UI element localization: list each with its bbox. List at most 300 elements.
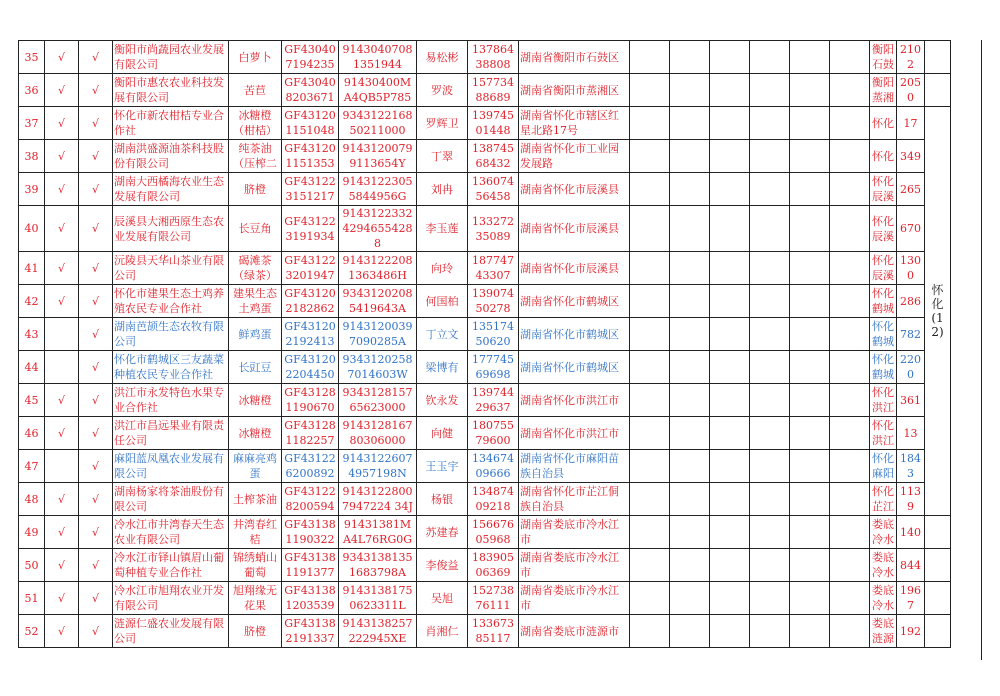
empty-cell — [790, 285, 830, 318]
cert-number-cell: GF431223201947 — [282, 252, 339, 285]
table-row — [19, 206, 951, 252]
empty-cell — [830, 582, 870, 615]
empty-cell — [830, 74, 870, 107]
empty-cell — [750, 140, 790, 173]
quantity-cell: 670 — [897, 206, 925, 252]
table-row — [19, 252, 951, 285]
empty-cell — [670, 206, 710, 252]
company-name-cell: 怀化市新农柑桔专业合作社 — [113, 107, 229, 140]
empty-cell — [710, 107, 750, 140]
cert-number-cell: GF431281182257 — [282, 417, 339, 450]
empty-cell — [710, 615, 750, 648]
company-name-cell: 洪江市永发特色水果专业合作社 — [113, 384, 229, 417]
product-name-cell: 冰糖橙（柑桔） — [229, 107, 282, 140]
check-mark-cell: √ — [45, 107, 79, 140]
credit-code-cell: 91431223055844956G — [339, 173, 417, 206]
check-mark-cell: √ — [79, 450, 113, 483]
empty-cell — [830, 615, 870, 648]
quantity-cell: 1843 — [897, 450, 925, 483]
area-cell: 怀化 — [870, 107, 897, 140]
product-name-cell: 井湾春红桔 — [229, 516, 282, 549]
empty-cell — [670, 549, 710, 582]
empty-cell — [630, 615, 670, 648]
row-number-cell: 39 — [19, 173, 45, 206]
phone-cell: 13327235089 — [468, 206, 519, 252]
area-cell: 怀化辰溪 — [870, 252, 897, 285]
empty-cell — [830, 206, 870, 252]
empty-cell — [630, 285, 670, 318]
empty-cell — [750, 582, 790, 615]
area-cell: 怀化辰溪 — [870, 206, 897, 252]
empty-cell — [790, 549, 830, 582]
empty-cell — [630, 140, 670, 173]
empty-cell — [790, 173, 830, 206]
empty-cell — [830, 107, 870, 140]
product-name-cell: 麻麻亮鸡蛋 — [229, 450, 282, 483]
empty-cell — [750, 41, 790, 74]
empty-cell — [710, 384, 750, 417]
table-row — [19, 483, 951, 516]
empty-cell — [750, 549, 790, 582]
empty-cell — [790, 483, 830, 516]
empty-cell — [710, 74, 750, 107]
empty-cell — [750, 74, 790, 107]
empty-cell — [790, 41, 830, 74]
empty-cell — [790, 516, 830, 549]
address-cell: 湖南省怀化市麻阳苗族自治县 — [519, 450, 630, 483]
check-mark-cell: √ — [79, 417, 113, 450]
cert-number-cell: GF431382191337 — [282, 615, 339, 648]
row-number-cell: 41 — [19, 252, 45, 285]
credit-code-cell: 91431200397090285A — [339, 318, 417, 351]
check-mark-cell: √ — [45, 285, 79, 318]
quantity-cell: 361 — [897, 384, 925, 417]
empty-cell — [670, 140, 710, 173]
empty-cell — [925, 41, 951, 74]
empty-cell — [750, 417, 790, 450]
product-name-cell: 白萝卜 — [229, 41, 282, 74]
area-cell: 怀化 — [870, 140, 897, 173]
empty-cell — [670, 417, 710, 450]
table-row — [19, 107, 951, 140]
row-number-cell: 48 — [19, 483, 45, 516]
area-cell: 衡阳石鼓 — [870, 41, 897, 74]
certification-table — [18, 40, 951, 648]
product-name-cell: 土榨茶油 — [229, 483, 282, 516]
company-name-cell: 沅陵县天华山茶业有限公司 — [113, 252, 229, 285]
empty-cell — [830, 140, 870, 173]
quantity-cell: 349 — [897, 140, 925, 173]
empty-cell — [670, 252, 710, 285]
address-cell: 湖南省怀化市鹤城区 — [519, 351, 630, 384]
cert-number-cell: GF431201151048 — [282, 107, 339, 140]
empty-cell — [750, 173, 790, 206]
check-mark-cell: √ — [45, 417, 79, 450]
credit-code-cell: 93431281576562300​0 — [339, 384, 417, 417]
phone-cell: 13874568432 — [468, 140, 519, 173]
empty-cell — [670, 384, 710, 417]
contact-person-cell: 罗辉卫 — [417, 107, 468, 140]
empty-cell — [710, 516, 750, 549]
empty-cell — [830, 285, 870, 318]
company-name-cell: 冷水江市井湾春天生态农业有限公司 — [113, 516, 229, 549]
phone-cell: 17774569698 — [468, 351, 519, 384]
table-row — [19, 582, 951, 615]
check-mark-cell: √ — [79, 107, 113, 140]
check-mark-cell: √ — [45, 582, 79, 615]
empty-cell — [790, 582, 830, 615]
check-mark-cell: √ — [79, 615, 113, 648]
quantity-cell: 2200 — [897, 351, 925, 384]
empty-cell — [670, 107, 710, 140]
quantity-cell: 2050 — [897, 74, 925, 107]
empty-cell — [790, 206, 830, 252]
quantity-cell: 782 — [897, 318, 925, 351]
cert-number-cell: GF431202192413 — [282, 318, 339, 351]
contact-person-cell: 杨银 — [417, 483, 468, 516]
company-name-cell: 湖南洪盛源油茶科技股份有限公司 — [113, 140, 229, 173]
company-name-cell: 湖南大西橘海农业生态发展有限公司 — [113, 173, 229, 206]
table-right-border — [981, 40, 982, 660]
check-mark-cell: √ — [79, 351, 113, 384]
contact-person-cell: 梁博有 — [417, 351, 468, 384]
empty-cell — [925, 549, 951, 582]
check-mark-cell: √ — [79, 582, 113, 615]
empty-cell — [630, 582, 670, 615]
phone-cell: 13467409666 — [468, 450, 519, 483]
area-cell: 怀化鹤城 — [870, 351, 897, 384]
empty-cell — [750, 318, 790, 351]
empty-cell — [750, 107, 790, 140]
phone-cell: 18075579600 — [468, 417, 519, 450]
company-name-cell: 衡阳市惠农农业科技发展有限公司 — [113, 74, 229, 107]
company-name-cell: 怀化市建果生态土鸡养殖农民专业合作社 — [113, 285, 229, 318]
area-cell: 衡阳蒸湘 — [870, 74, 897, 107]
credit-code-cell: 93431202587014603W — [339, 351, 417, 384]
empty-cell — [670, 450, 710, 483]
empty-cell — [830, 450, 870, 483]
address-cell: 湖南省娄底市涟源市 — [519, 615, 630, 648]
company-name-cell: 冷水江市旭翔农业开发有限公司 — [113, 582, 229, 615]
product-name-cell: 脐橙 — [229, 173, 282, 206]
address-cell: 湖南省怀化市芷江侗族自治县 — [519, 483, 630, 516]
empty-cell — [830, 516, 870, 549]
credit-code-cell: 91431381750623311L — [339, 582, 417, 615]
product-name-cell: 脐橙 — [229, 615, 282, 648]
check-mark-cell: √ — [79, 41, 113, 74]
empty-cell — [925, 516, 951, 549]
table-row — [19, 516, 951, 549]
row-number-cell: 43 — [19, 318, 45, 351]
empty-cell — [925, 615, 951, 648]
table-row — [19, 74, 951, 107]
empty-cell — [790, 384, 830, 417]
contact-person-cell: 李玉莲 — [417, 206, 468, 252]
empty-cell — [630, 41, 670, 74]
address-cell: 湖南省怀化市辰溪县 — [519, 206, 630, 252]
address-cell: 湖南省怀化市洪江市 — [519, 417, 630, 450]
contact-person-cell: 向健 — [417, 417, 468, 450]
check-mark-cell: √ — [79, 318, 113, 351]
area-cell: 怀化洪江 — [870, 417, 897, 450]
address-cell: 湖南省怀化市辖区红星北路17号 — [519, 107, 630, 140]
product-name-cell: 苦苣 — [229, 74, 282, 107]
empty-cell — [630, 173, 670, 206]
credit-code-cell: 91430407081351944 — [339, 41, 417, 74]
cert-number-cell: GF431228200594 — [282, 483, 339, 516]
row-number-cell: 47 — [19, 450, 45, 483]
row-number-cell: 37 — [19, 107, 45, 140]
contact-person-cell: 何国柏 — [417, 285, 468, 318]
contact-person-cell: 肖湘仁 — [417, 615, 468, 648]
cert-number-cell: GF431202182862 — [282, 285, 339, 318]
empty-cell — [710, 285, 750, 318]
address-cell: 湖南省怀化市洪江市 — [519, 384, 630, 417]
quantity-cell: 140 — [897, 516, 925, 549]
area-cell: 怀化洪江 — [870, 384, 897, 417]
empty-cell — [710, 140, 750, 173]
cert-number-cell: GF431223151217 — [282, 173, 339, 206]
quantity-cell: 13 — [897, 417, 925, 450]
check-mark-cell: √ — [45, 74, 79, 107]
phone-cell: 13607456458 — [468, 173, 519, 206]
company-name-cell: 辰溪县大湘西原生态农业发展有限公司 — [113, 206, 229, 252]
empty-cell — [750, 384, 790, 417]
empty-cell — [630, 107, 670, 140]
empty-cell — [630, 252, 670, 285]
empty-cell — [670, 41, 710, 74]
empty-cell — [830, 483, 870, 516]
empty-cell — [750, 516, 790, 549]
table-body — [19, 41, 951, 648]
company-name-cell: 冷水江市铎山镇眉山葡萄种植专业合作社 — [113, 549, 229, 582]
empty-cell — [830, 549, 870, 582]
product-name-cell: 锦绣蛸山葡萄 — [229, 549, 282, 582]
contact-person-cell: 丁翠 — [417, 140, 468, 173]
product-name-cell: 冰糖橙 — [229, 417, 282, 450]
empty-cell — [750, 450, 790, 483]
quantity-cell: 265 — [897, 173, 925, 206]
credit-code-cell: 91431382572229​45XE — [339, 615, 417, 648]
area-cell: 怀化鹤城 — [870, 318, 897, 351]
address-cell: 湖南省衡阳市蒸湘区 — [519, 74, 630, 107]
phone-cell: 13367385117 — [468, 615, 519, 648]
empty-cell — [830, 318, 870, 351]
empty-cell — [790, 351, 830, 384]
check-mark-cell: √ — [79, 516, 113, 549]
empty-cell — [670, 582, 710, 615]
row-number-cell: 52 — [19, 615, 45, 648]
credit-code-cell: 91431226074957198N — [339, 450, 417, 483]
empty-cell — [790, 450, 830, 483]
check-mark-cell: √ — [79, 285, 113, 318]
empty-cell — [670, 318, 710, 351]
empty-cell — [630, 351, 670, 384]
check-mark-cell: √ — [79, 173, 113, 206]
credit-code-cell: 91431222081363486H — [339, 252, 417, 285]
empty-cell — [750, 252, 790, 285]
contact-person-cell: 向玲 — [417, 252, 468, 285]
check-mark-cell: √ — [45, 252, 79, 285]
empty-cell — [710, 450, 750, 483]
cert-number-cell: GF431226200892 — [282, 450, 339, 483]
contact-person-cell: 罗波 — [417, 74, 468, 107]
empty-cell — [710, 318, 750, 351]
table-row — [19, 450, 951, 483]
company-name-cell: 洪江市昌远果业有限责任公司 — [113, 417, 229, 450]
address-cell: 湖南省怀化市鹤城区 — [519, 285, 630, 318]
cert-number-cell: GF431381191377 — [282, 549, 339, 582]
empty-cell — [925, 74, 951, 107]
cert-number-cell: GF431381203539 — [282, 582, 339, 615]
empty-cell — [830, 351, 870, 384]
check-mark-cell: √ — [45, 41, 79, 74]
phone-cell: 13517450620 — [468, 318, 519, 351]
area-cell: 娄底冷水 — [870, 516, 897, 549]
table-row — [19, 285, 951, 318]
empty-cell — [750, 615, 790, 648]
empty-cell — [750, 206, 790, 252]
contact-person-cell: 钦永发 — [417, 384, 468, 417]
empty-cell — [830, 384, 870, 417]
credit-code-cell: 93431221685021100​0 — [339, 107, 417, 140]
empty-cell — [790, 318, 830, 351]
phone-cell: 13786438808 — [468, 41, 519, 74]
empty-cell — [750, 285, 790, 318]
area-cell: 怀化芷江 — [870, 483, 897, 516]
empty-cell — [670, 516, 710, 549]
table-row — [19, 417, 951, 450]
cert-number-cell: GF431281190670 — [282, 384, 339, 417]
cert-number-cell: GF431381190322 — [282, 516, 339, 549]
phone-cell: 15773488689 — [468, 74, 519, 107]
row-number-cell: 35 — [19, 41, 45, 74]
row-number-cell: 44 — [19, 351, 45, 384]
empty-cell — [790, 252, 830, 285]
contact-person-cell: 李俊益 — [417, 549, 468, 582]
contact-person-cell: 苏建春 — [417, 516, 468, 549]
empty-cell — [710, 41, 750, 74]
phone-cell: 13974429637 — [468, 384, 519, 417]
contact-person-cell: 王玉宇 — [417, 450, 468, 483]
table-row — [19, 140, 951, 173]
empty-cell — [790, 615, 830, 648]
row-number-cell: 49 — [19, 516, 45, 549]
check-mark-cell: √ — [45, 206, 79, 252]
empty-cell — [710, 206, 750, 252]
quantity-cell: 192 — [897, 615, 925, 648]
cert-number-cell: GF431223191934 — [282, 206, 339, 252]
empty-cell — [670, 74, 710, 107]
table-row — [19, 41, 951, 74]
phone-cell: 15667605968 — [468, 516, 519, 549]
cert-number-cell: GF431201151353 — [282, 140, 339, 173]
table-row — [19, 549, 951, 582]
product-name-cell: 长豇豆 — [229, 351, 282, 384]
credit-code-cell: 91431228007947224 34J — [339, 483, 417, 516]
company-name-cell: 涟源仁盛农业发展有限公司 — [113, 615, 229, 648]
row-number-cell: 51 — [19, 582, 45, 615]
area-cell: 娄底涟源 — [870, 615, 897, 648]
phone-cell: 18774743307 — [468, 252, 519, 285]
check-mark-cell: √ — [79, 206, 113, 252]
phone-cell: 13487409218 — [468, 483, 519, 516]
table-row — [19, 318, 951, 351]
check-mark-cell: √ — [79, 252, 113, 285]
credit-code-cell: 91431381MA4L76RG0G — [339, 516, 417, 549]
contact-person-cell: 刘冉 — [417, 173, 468, 206]
product-name-cell: 鲜鸡蛋 — [229, 318, 282, 351]
contact-person-cell: 易松彬 — [417, 41, 468, 74]
table-row — [19, 615, 951, 648]
empty-cell — [630, 318, 670, 351]
empty-cell — [630, 206, 670, 252]
check-mark-cell — [45, 318, 79, 351]
empty-cell — [630, 450, 670, 483]
empty-cell — [630, 417, 670, 450]
address-cell: 湖南省怀化市辰溪县 — [519, 173, 630, 206]
credit-code-cell: 91431200799113654Y — [339, 140, 417, 173]
empty-cell — [630, 483, 670, 516]
empty-cell — [670, 351, 710, 384]
quantity-cell: 1300 — [897, 252, 925, 285]
row-number-cell: 40 — [19, 206, 45, 252]
empty-cell — [710, 582, 750, 615]
check-mark-cell — [45, 450, 79, 483]
credit-code-cell: 91430400MA4QB5P785 — [339, 74, 417, 107]
empty-cell — [750, 483, 790, 516]
area-cell: 娄底冷水 — [870, 582, 897, 615]
product-name-cell: 冰糖橙 — [229, 384, 282, 417]
check-mark-cell: √ — [79, 140, 113, 173]
check-mark-cell: √ — [45, 384, 79, 417]
empty-cell — [710, 173, 750, 206]
product-name-cell: 纯茶油（压榨二 — [229, 140, 282, 173]
empty-cell — [830, 41, 870, 74]
phone-cell: 18390506369 — [468, 549, 519, 582]
contact-person-cell: 吴旭 — [417, 582, 468, 615]
empty-cell — [710, 252, 750, 285]
area-cell: 娄底冷水 — [870, 549, 897, 582]
company-name-cell: 怀化市鹤城区三友蔬菜种植农民专业合作社 — [113, 351, 229, 384]
quantity-cell: 1967 — [897, 582, 925, 615]
empty-cell — [630, 74, 670, 107]
address-cell: 湖南省怀化市工业园发展路 — [519, 140, 630, 173]
region-label-cell: 怀化(12) — [925, 107, 951, 516]
empty-cell — [630, 516, 670, 549]
address-cell: 湖南省娄底市冷水江市 — [519, 549, 630, 582]
empty-cell — [710, 351, 750, 384]
table-row — [19, 384, 951, 417]
row-number-cell: 46 — [19, 417, 45, 450]
address-cell: 湖南省衡阳市石鼓区 — [519, 41, 630, 74]
credit-code-cell: 914312233242946554288 — [339, 206, 417, 252]
empty-cell — [925, 582, 951, 615]
row-number-cell: 45 — [19, 384, 45, 417]
empty-cell — [710, 549, 750, 582]
row-number-cell: 36 — [19, 74, 45, 107]
row-number-cell: 50 — [19, 549, 45, 582]
empty-cell — [750, 351, 790, 384]
quantity-cell: 1139 — [897, 483, 925, 516]
table-row — [19, 351, 951, 384]
empty-cell — [830, 252, 870, 285]
check-mark-cell: √ — [79, 483, 113, 516]
quantity-cell: 844 — [897, 549, 925, 582]
company-name-cell: 湖南芭颉生态农牧有限公司 — [113, 318, 229, 351]
area-cell: 怀化辰溪 — [870, 173, 897, 206]
check-mark-cell: √ — [45, 483, 79, 516]
